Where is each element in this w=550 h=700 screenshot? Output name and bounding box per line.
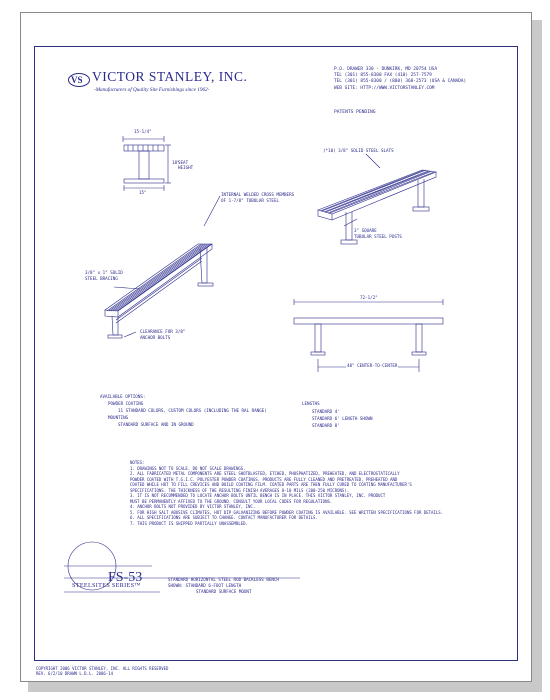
footer	[36, 666, 168, 677]
address-line: TEL (301) 855-8300 / (800) 368-2573 (USA & CANADA)	[334, 79, 467, 85]
length-item: STANDARD 8'	[312, 423, 340, 428]
revision: REV. 6/2/10 DRAWN L.D.L. 2006-14	[36, 671, 114, 677]
dim-seat-height: 18"	[172, 160, 180, 165]
isometric-bench-long	[105, 244, 213, 338]
address-line: TEL (301) 855-8300 FAX (410) 257-7579	[334, 73, 432, 79]
note-line: 3. IT IS NOT RECOMMENDED TO LOCATE ANCHOR BOLTS UNTIL BENCH IS IN PLACE. THIS VICTOR STANLEY, INC. PRODUCT	[130, 493, 386, 498]
note-line: 7. THIS PRODUCT IS SHIPPED PARTIALLY UNASSEMBLED.	[130, 520, 249, 526]
note-line: COATED WHILE HOT TO FILL CREVICES AND BUILD COATING FILM. COATED PARTS ARE THEN FULLY CURED TO COATING MANUFACTURER'S	[130, 482, 412, 487]
dim-top-width: 15-1/4"	[134, 129, 152, 134]
lengths-heading: LENGTHS	[302, 401, 320, 406]
length-item: STANDARD 6' LENGTH SHOWN	[312, 416, 373, 421]
notes-block	[130, 460, 444, 526]
callout-clearance: CLEARANCE FOR 3/8" ANCHOR BOLTS	[140, 329, 186, 340]
patents-pending: PATENTS PENDING	[334, 110, 376, 115]
options-heading: AVAILABLE OPTIONS:	[100, 394, 146, 399]
model-number: FS-53	[108, 570, 143, 585]
note-line: 6. ALL SPECIFICATIONS ARE SUBJECT TO CHANGE. CONTACT MANUFACTURER FOR DETAILS.	[130, 515, 318, 520]
note-line: 1. DRAWINGS NOT TO SCALE. DO NOT SCALE DRAWINGS.	[130, 465, 246, 471]
end-view-drawing	[123, 136, 171, 191]
options-mounting-item: STANDARD SURFACE AND IN GROUND	[118, 422, 194, 427]
front-elevation-drawing	[294, 299, 443, 372]
series-name: STEELSITES SERIES™	[72, 582, 141, 589]
note-line: MUST BE PERMANENTLY AFFIXED TO THE GROUND. CONSULT YOUR LOCAL CODES FOR REGULATIONS.	[130, 498, 333, 504]
address-line: P.O. DRAWER 330 - DUNKIRK, MD 20754 USA	[334, 67, 438, 72]
svg-text:VS: VS	[71, 75, 83, 85]
dim-base-width: 15"	[139, 190, 147, 195]
callout-slats: (*10) 3/8" SOLID STEEL SLATS	[323, 148, 394, 153]
note-line: 2. ALL FABRICATED METAL COMPONENTS ARE STEEL SHOTBLASTED, ETCHED, PHOSPHATIZED, PREHEATED, AND ELECTROSTATICALLY	[130, 471, 400, 476]
note-line: 5. FOR HIGH SALT ABUSIVE CLIMATES, HOT DIP GALVANIZING BEFORE POWDER COATING IS AVAILABLE. SEE WRITTEN SPECIFICATIONS FOR DETAILS.	[130, 509, 444, 515]
copyright: COPYRIGHT 2006 VICTOR STANLEY, INC. ALL RIGHTS RESERVED	[36, 666, 169, 671]
options-coating-heading: POWDER COATING	[108, 401, 144, 406]
dim-center-to-center: 48" CENTER-TO-CENTER	[347, 363, 398, 368]
address-line: WEB SITE: HTTP://WWW.VICTORSTANLEY.COM	[334, 85, 435, 91]
company-name: VICTOR STANLEY, INC.	[92, 69, 248, 84]
callout-bracing: 3/8" x 1" SOLID STEEL BRACING	[85, 270, 123, 281]
note-line: POWDER COATED WITH T.G.I.C. POLYESTER POWDER COATINGS. PRODUCTS ARE FULLY CLEANED AND PRETREATED, PREHEATED AND	[130, 476, 398, 482]
note-line: SPECIFICATIONS. THE THICKNESS OF THE RESULTING FINISH AVERAGES 8-10 MILS (200-250 MICRONS).	[130, 487, 350, 493]
desc-line: STANDARD HORIZONTAL STEEL ROD BACKLESS BENCH	[168, 577, 279, 582]
notes-heading: NOTES:	[130, 460, 145, 465]
company-tagline: -Manufacturers of Quality Site Furnishings since 1962-	[94, 87, 210, 93]
bench-description	[168, 577, 279, 595]
desc-line: SHOWN: STANDARD 6-FOOT LENGTH	[168, 583, 242, 588]
desc-line: STANDARD SURFACE MOUNT	[196, 589, 252, 594]
callout-posts: 3" SQUARE TUBULAR STEEL POSTS	[354, 228, 402, 239]
dim-overall-length: 72-1/2"	[360, 295, 378, 300]
seat-height-label: SEAT HEIGHT	[178, 160, 194, 170]
options-coating-item: 11 STANDARD COLORS, CUSTOM COLORS (INCLUDING THE RAL RANGE)	[118, 408, 267, 413]
options-mounting-heading: MOUNTING	[108, 415, 129, 420]
length-item: STANDARD 4'	[312, 409, 340, 414]
note-line: 4. ANCHOR BOLTS NOT PROVIDED BY VICTOR STANLEY, INC.	[130, 504, 256, 509]
callout-cross-members: INTERNAL WELDED CROSS MEMBERS OF 1-7/8" TUBULAR STEEL	[221, 192, 295, 203]
